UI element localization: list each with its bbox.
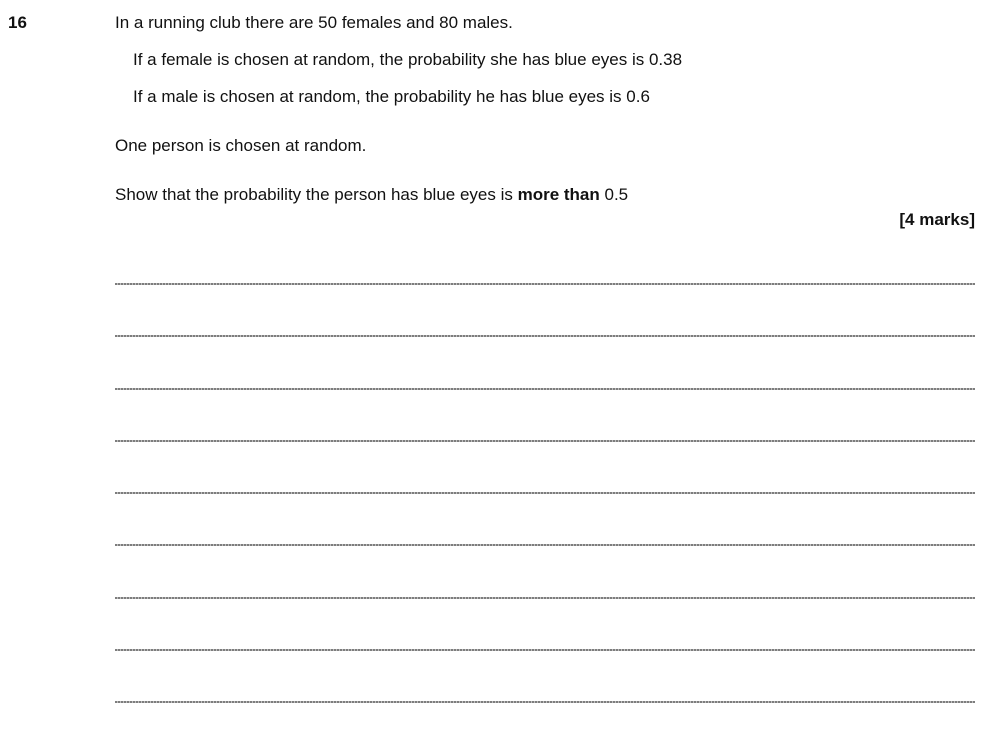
- marks-label: [4 marks]: [899, 210, 975, 229]
- task-suffix-text: 0.5: [599, 185, 629, 204]
- answer-area: [115, 283, 975, 703]
- person-chosen-statement: One person is chosen at random.: [115, 136, 367, 155]
- task-bold-text: more than: [517, 185, 600, 204]
- question-intro-text: In a running club there are 50 females and 80 males.: [115, 13, 513, 32]
- answer-line: [115, 440, 975, 442]
- answer-line: [115, 649, 975, 651]
- question-number: 16: [8, 13, 27, 32]
- answer-line: [115, 701, 975, 703]
- answer-line: [115, 492, 975, 494]
- answer-line: [115, 335, 975, 337]
- answer-line: [115, 597, 975, 599]
- condition-male-text: If a male is chosen at random, the probability he has blue eyes is 0.6: [133, 87, 650, 106]
- task-prefix-text: Show that the probability the person has blue eyes is: [115, 185, 518, 204]
- answer-line: [115, 388, 975, 390]
- task-statement: [115, 185, 628, 205]
- condition-female-text: If a female is chosen at random, the probability she has blue eyes is 0.38: [133, 50, 683, 69]
- answer-line: [115, 283, 975, 285]
- answer-line: [115, 544, 975, 546]
